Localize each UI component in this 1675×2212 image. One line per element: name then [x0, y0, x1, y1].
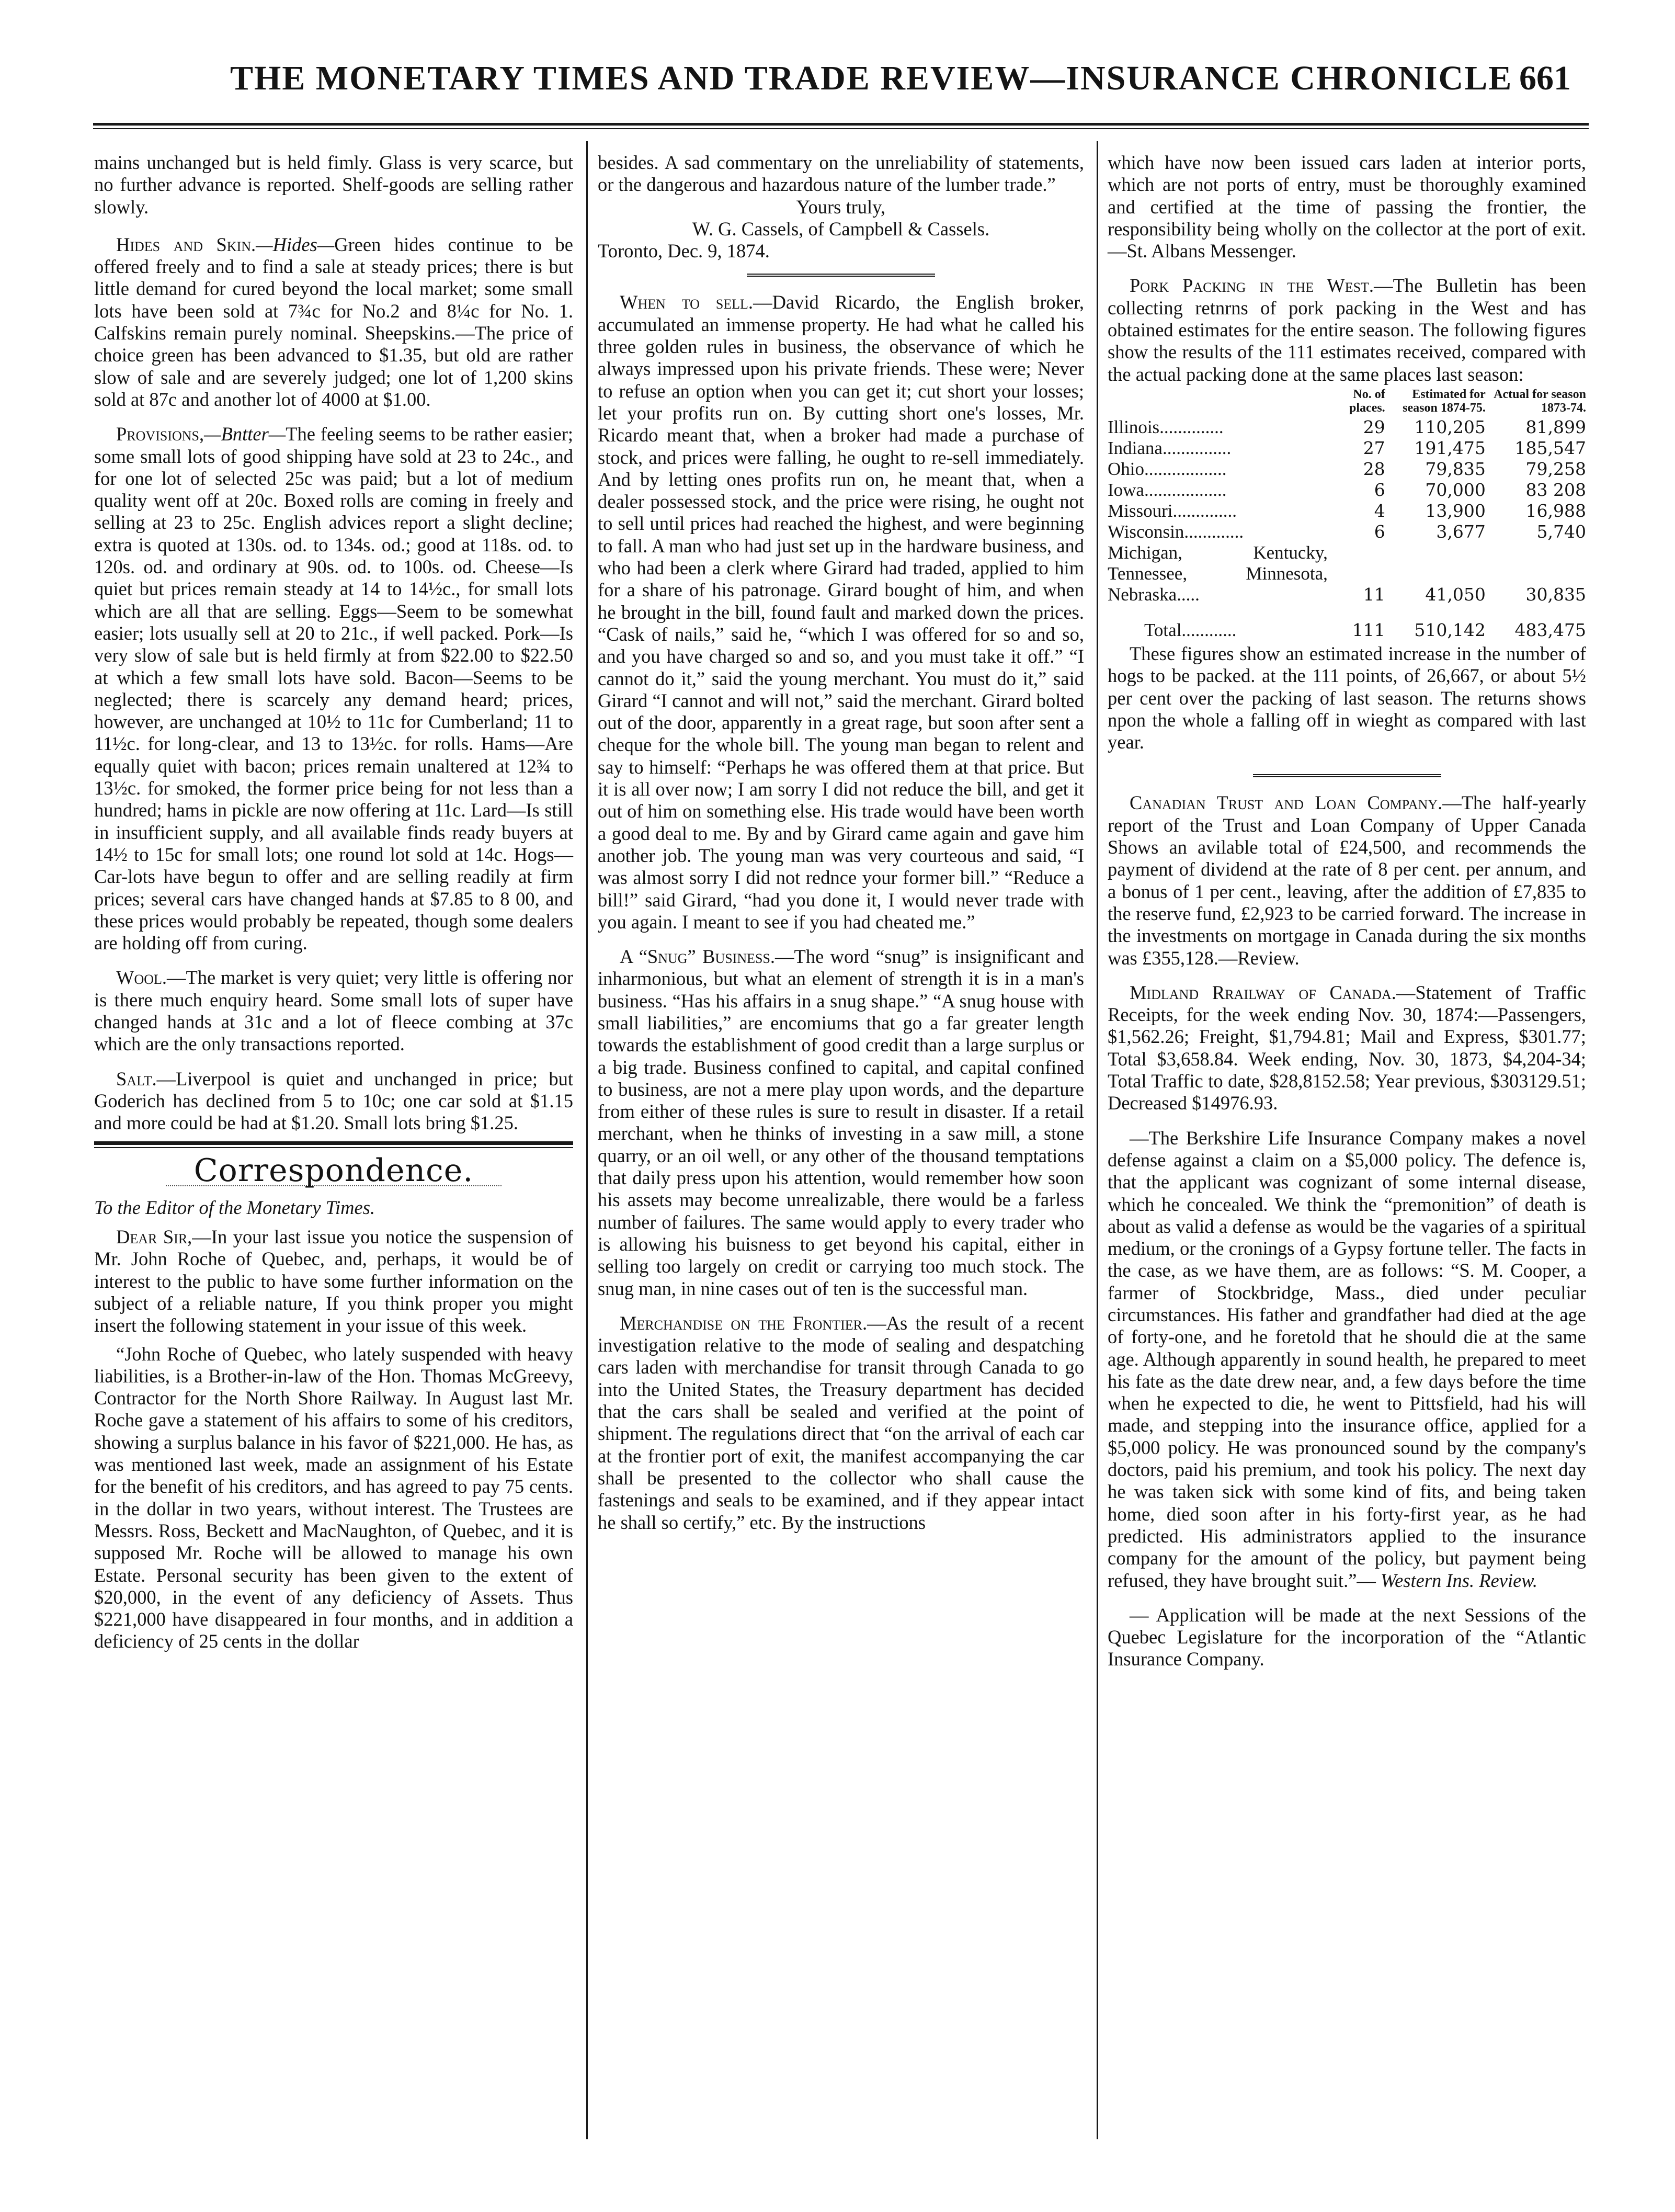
wool-heading: Wool. [116, 967, 167, 989]
places-value: 6 [1374, 521, 1385, 542]
snug-business-text: —The word “snug” is insignificant and inharmonious, but what an element of strength it is in a man's business. “Has his affairs in a snug shape.” “A snug house with small liabilities,” are encomiums that go a far greater length towards the establishment of good credit than a large surplus or a big trade. Business confined to capital, and capital confined to business, are not a mere play upon words, and the departure from either of these rules is sure to result in disaster. If a retail merchant, when he thinks of investing in a saw mill, a stone quarry, or an oil well, or any other of the thousand temptations that daily press upon his attention, would remember how soon his assets may become unrealizable, there would be a farless number of failures. The same would apply to every trader who is allowing his buisness to get beyond his capital, either in selling too largely on credit or carrying too much stock. The snug man, in nine cases out of ten is the successful man. [598, 946, 1084, 1299]
canadian-trust-heading: Canadian Trust and Loan Company. [1130, 792, 1443, 814]
berkshire-paragraph [1108, 1127, 1586, 1592]
letter-signature: W. G. Cassels, of Campbell & Cassels. [692, 218, 990, 240]
state-name: Illinois.............. [1108, 416, 1224, 437]
estimated-value: 191,475 [1414, 437, 1486, 458]
actual-value: 83 208 [1525, 479, 1586, 500]
table-row [1108, 417, 1586, 438]
when-to-sell-heading: When to sell. [620, 291, 754, 313]
places-value: 28 [1363, 458, 1385, 479]
provisions-heading: Provisions, [116, 423, 204, 445]
col-header-actual: Actual for season 1873-74. [1494, 387, 1586, 415]
merchandise-heading: Merchandise on the Frontier. [620, 1312, 868, 1334]
estimated-value: 70,000 [1425, 479, 1486, 500]
merchandise-text: —As the result of a recent investigation relative to the mode of sealing and despatching cars laden with merchandise for transit through Canada to go into the United States, the Treasury department has decided that the cars shall be sealed and verified at the point of shipment. The regulations direct that “on the arrival of each car at the frontier port of exit, the manifest accompanying the car shall be presented to the collector who shall cause the fastenings and seals to be examined, and if they appear intact he shall so certify,” etc. By the instructions [598, 1312, 1084, 1533]
midland-heading: Midland Rrailway of Canada. [1130, 981, 1396, 1003]
actual-value: 30,835 [1525, 584, 1586, 605]
state-name: Ohio.................. [1108, 458, 1227, 479]
total-estimated: 510,142 [1414, 619, 1486, 640]
hides-paragraph [94, 234, 573, 411]
glass-paragraph: mains unchanged but is held fimly. Glass is very scarce, but no further advance is reported. Shelf-goods are selling rather slowly. [94, 152, 573, 218]
col-header-estimated: Estimated for season 1874-75. [1403, 387, 1486, 415]
provisions-paragraph [94, 423, 573, 954]
table-row [1108, 459, 1586, 480]
provisions-subheading: —Bntter— [204, 423, 286, 445]
application-paragraph: — Application will be made at the next Sessions of the Quebec Legislature for the incorporation of the “Atlantic Insurance Company. [1108, 1604, 1586, 1670]
wool-text: —The market is very quiet; very little is offering nor is there much enquiry heard. Some small lots of super have changed hands at 31c and a lot of fleece combing at 37c which are the only transactions reported. [94, 967, 573, 1055]
pork-paragraph [1108, 275, 1586, 385]
yours-truly: Yours truly, [796, 196, 886, 218]
to-editor-line: To the Editor of the Monetary Times. [94, 1196, 375, 1218]
table-row [1108, 501, 1586, 521]
pork-text: —The Bulletin has been collecting retnrns of pork packing in the West and has obtained estimates for the entire season. The following figures show the results of the 111 estimates received, compared with the actual packing done at the same places last season: [1108, 275, 1586, 385]
berkshire-text: —The Berkshire Life Insurance Company makes a novel defense against a claim on a $5,000 policy. The defence is, that the applicant was cognizant of some internal disease, which he concealed. We think the “premonition” of death is about as valid a defense as would be the vagaries of a spiritual medium, or the cronings of a Gypsy fortune teller. The facts in the case, as we have them, are as follows: “S. M. Cooper, a farmer of Stockbridge, Mass., died under peculiar circumstances. His father and grandfather had died at the age of forty-one, and he foretold that he should die at the same age. Although apparently in sound health, he prepared to meet his fate as the date drew near, and, a few days before the time when he expected to die, he went to Pittsfield, had his will made, and stepping into the insurance office, applied for a $5,000 policy. He was pronounced sound by the company's doctors, paid his premium, and took his policy. The next day he was taken sick with some kind of fits, and being taken home, died soon after in his forty-first year, as he had predicted. His administrators applied to the insurance company for the amount of the policy, but payment being refused, they have brought suit.”— [1108, 1127, 1586, 1591]
snug-business-paragraph [598, 946, 1084, 1300]
total-places: 111 [1352, 619, 1385, 640]
masthead-title: THE MONETARY TIMES AND TRADE REVIEW—INSURANCE CHRONICLE [230, 59, 1513, 97]
header-rule-bottom [93, 128, 1589, 129]
estimated-value: 41,050 [1425, 584, 1486, 605]
section-separator [94, 1141, 573, 1148]
pork-packing-table [1108, 388, 1586, 641]
col-header-places: No. of places. [1349, 387, 1385, 415]
places-value: 11 [1363, 584, 1385, 605]
dear-sir: Dear Sir, [116, 1226, 192, 1248]
hides-text: Green hides continue to be offered freely and to find a sale at steady prices; there is but little demand for cured beyond the local market; some small lots have been sold at 7¾c for No.2 and 8¼c for No. 1. Calfskins remain purely nominal. Sheepskins.—The price of choice green has been advanced to $1.35, but old are rather slow of sale and are severely judged; one lot of 1,200 skins sold at 87c and another lot of 4000 at $1.00. [94, 233, 574, 410]
actual-value: 185,547 [1514, 437, 1586, 458]
letter-continued: besides. A sad commentary on the unreliability of statements, or the dangerous and hazardous nature of the lumber trade.” [598, 152, 1084, 196]
canadian-trust-paragraph [1108, 792, 1586, 969]
actual-value: 79,258 [1525, 458, 1586, 479]
state-name: Indiana............... [1108, 437, 1232, 458]
actual-value: 81,899 [1525, 416, 1586, 437]
total-label: Total............ [1144, 619, 1237, 640]
state-name: Missouri.............. [1108, 500, 1237, 521]
places-value: 4 [1374, 500, 1385, 521]
places-value: 6 [1374, 479, 1385, 500]
pork-table-body [1108, 417, 1586, 641]
estimated-value: 3,677 [1436, 521, 1486, 542]
total-actual: 483,475 [1514, 619, 1586, 640]
table-row [1108, 480, 1586, 501]
salt-text: —Liverpool is quiet and unchanged in price; but Goderich has declined from 5 to 10c; one car sold at $1.15 and more could be had at $1.20. Small lots bring $1.25. [94, 1068, 573, 1134]
letter-paragraph-1 [94, 1226, 573, 1336]
midland-paragraph [1108, 982, 1586, 1115]
estimated-value: 110,205 [1414, 416, 1486, 437]
hides-subheading: —Hides— [256, 233, 335, 255]
column-2 [598, 152, 1084, 1534]
column-3 [1108, 152, 1586, 1671]
places-value: 29 [1363, 416, 1385, 437]
when-to-sell-text: —David Ricardo, the English broker, accumulated an immense property. He had what he called his three golden rules in business, the observance of which he always impressed upon his private friends. These were; Never to refuse an option when you can get it; cut short your losses; let your profits run on. By cutting short one's losses, Mr. Ricardo meant that, when a broker had made a purchase of stock, and prices were falling, he ought to re-sell immediately. And by letting ones profits run on, he meant that, when a dealer possessed stock, and the price were rising, he ought not to sell until prices had reached the highest, and were beginning to fall. A man who had just set up in the hardware business, and who had been a clerk where Girard had traded, applied to him for a share of his patronage. Girard bought of him, and when he brought in the bill, found fault and marked down the prices. “Cask of nails,” said he, “which I was offered for so and so, and you have charged so and so, and you must take it off.” “I cannot do it,” said the young merchant. You must do it,” said Girard “I cannot and will not,” said the merchant. Girard bolted out of the door, apparently in a great rage, but soon after sent a cheque for the whole bill. The young man began to relent and say to himself: “Perhaps he was offered them at that price. But it is all over now; I am sorry I did not reduce the bill, and get it out of him on something else. His trade would have been worth a good deal to me. By and by Girard came again and gave him another job. The young man was very courteous and said, “I was almost sorry I did not rednce your former bill.” “Reduce a bill!” said Girard, “had you done it, I would never trade with you again. I meant to see if you had cheated me.” [598, 291, 1084, 933]
actual-value: 5,740 [1536, 521, 1586, 542]
berkshire-source: Western Ins. Review. [1381, 1569, 1538, 1591]
snug-business-heading: A “Snug” Business. [620, 946, 776, 968]
wool-paragraph [94, 967, 573, 1055]
salt-heading: Salt. [116, 1068, 157, 1090]
salt-paragraph [94, 1068, 573, 1135]
canadian-trust-text: —The half-yearly report of the Trust and Loan Company of Upper Canada Shows an avilable total of £24,500, and recommends the payment of dividend at the rate of 8 per cent. per annum, and a bonus of 1 per cent., leaving, after the addition of £7,835 to the reserve fund, £2,923 to be carried forward. The increase in the investments on mortgage in Canada during the six months was £355,128.—Review. [1108, 792, 1586, 969]
column-divider-1 [586, 141, 588, 2139]
estimated-value: 13,900 [1425, 500, 1486, 521]
letter-text-1: —In your last issue you notice the suspension of Mr. John Roche of Quebec, and, perhaps, it would be of interest to the public to have some further information on the subject of a reliable nature, If you think proper you might insert the following statement in your issue of this week. [94, 1226, 573, 1336]
table-total-row [1108, 605, 1586, 641]
midland-text: —Statement of Traffic Receipts, for the week ending Nov. 30, 1874:—Passengers, $1,562.26; Freight, $1,794.81; Mail and Express, $301.77; Total $3,658.84. Week ending, Nov. 30, 1873, $4,204-34; Total Traffic to date, $28,8152.58; Year previous, $303129.51; Decreased $14976.93. [1108, 981, 1586, 1114]
pork-heading: Pork Packing in the West. [1130, 275, 1374, 297]
short-double-rule [747, 274, 935, 280]
places-value: 27 [1363, 437, 1385, 458]
letter-paragraph-2: “John Roche of Quebec, who lately suspended with heavy liabilities, is a Brother-in-law of the Hon. Thomas McGreevy, Contractor for the North Shore Railway. In August last Mr. Roche gave a statement of his affairs to some of his creditors, showing a surplus balance in his favor of $221,000. He has, as was mentioned last week, made an assignment of his Estate for the benefit of his creditors, and has agreed to pay 75 cents. in the dollar in two years, without interest. The Trustees are Messrs. Ross, Beckett and MacNaughton, of Quebec, and it is supposed Mr. Roche will be allowed to manage his own Estate. Personal security has been given to the extent of $20,000, in the event of any deficiency of Assets. Thus $221,000 have disappeared in four months, and in addition a deficiency of 25 cents in the dollar [94, 1343, 573, 1652]
header-rule-top [93, 123, 1589, 126]
short-double-rule-2 [1253, 774, 1441, 780]
pork-after-paragraph: These figures show an estimated increase in the number of hogs to be packed. at the 111 points, of 26,667, or about 5½ per cent over the packing of last season. The returns shows npon the whole a falling off in wieght as compared with last year. [1108, 642, 1586, 753]
state-name: Iowa.................. [1108, 479, 1227, 500]
column-divider-2 [1097, 141, 1098, 2139]
table-row [1108, 438, 1586, 459]
table-row [1108, 542, 1586, 605]
provisions-text: The feeling seems to be rather easier; some small lots of good shipping have sold at 23 to 24c., and for one lot of selected 25c was paid; but a lot of medium quality went off at 20c. Boxed rolls are coming in freely and selling at 23 to 25c. English advices report a slight decline; extra is quoted at 130s. od. to 134s. od.; good at 118s. od. to 120s. od. and ordinary at 90s. od. to 100s. od. Cheese—Is quiet but prices remain steady at 14 to 14½c., for small lots which are all that are selling. Eggs—Seem to be somewhat easier; lots usually sell at 20 to 21c., if well packed. Pork—Is very slow of sale but is held firmly at from $22.00 to $22.50 at which a few small lots have sold. Bacon—Seems to be neglected; there is scarcely any demand heard; prices, however, are unchanged at 10½ to 11c for Cumberland; 11 to 11½c. for long-clear, and 13 to 13½c. for rolls. Hams—Are equally quiet with bacon; prices remain unaltered at 12¾ to 13½c. for smoked, the former price being for not less than a hundred; hams in pickle are now offering at 11c. Lard—Is still in insufficient supply, and all available finds ready buyers at 14½ to 15c for small lots; one round lot sold at 14c. Hogs—Car-lots have begun to offer and are selling readily at firm prices; several cars have changed hands at $7.85 to 8 00, and these prices would probably be repeated, though some dealers are holding off from curing. [94, 423, 573, 954]
actual-value: 16,988 [1525, 500, 1586, 521]
letter-date: Toronto, Dec. 9, 1874. [598, 240, 770, 262]
page-number: 661 [1519, 59, 1571, 97]
estimated-value: 79,835 [1425, 458, 1486, 479]
when-to-sell-paragraph [598, 291, 1084, 933]
hides-heading: Hides and Skin. [116, 233, 256, 255]
table-row [1108, 521, 1586, 542]
merchandise-paragraph [598, 1312, 1084, 1534]
state-name: Michigan, Kentucky, Tennessee, Minnesota, Nebraska..... [1108, 542, 1328, 605]
state-name: Wisconsin............. [1108, 521, 1244, 542]
correspondence-title: Correspondence. [193, 1152, 474, 1189]
frontier-continued: which have now been issued cars laden at interior ports, which are not ports of entry, must be thoroughly examined and certified at the time of passing the frontier, the responsibility being wholly on the collector at the port of exit. —St. Albans Messenger. [1108, 152, 1586, 262]
column-1 [94, 152, 573, 1653]
